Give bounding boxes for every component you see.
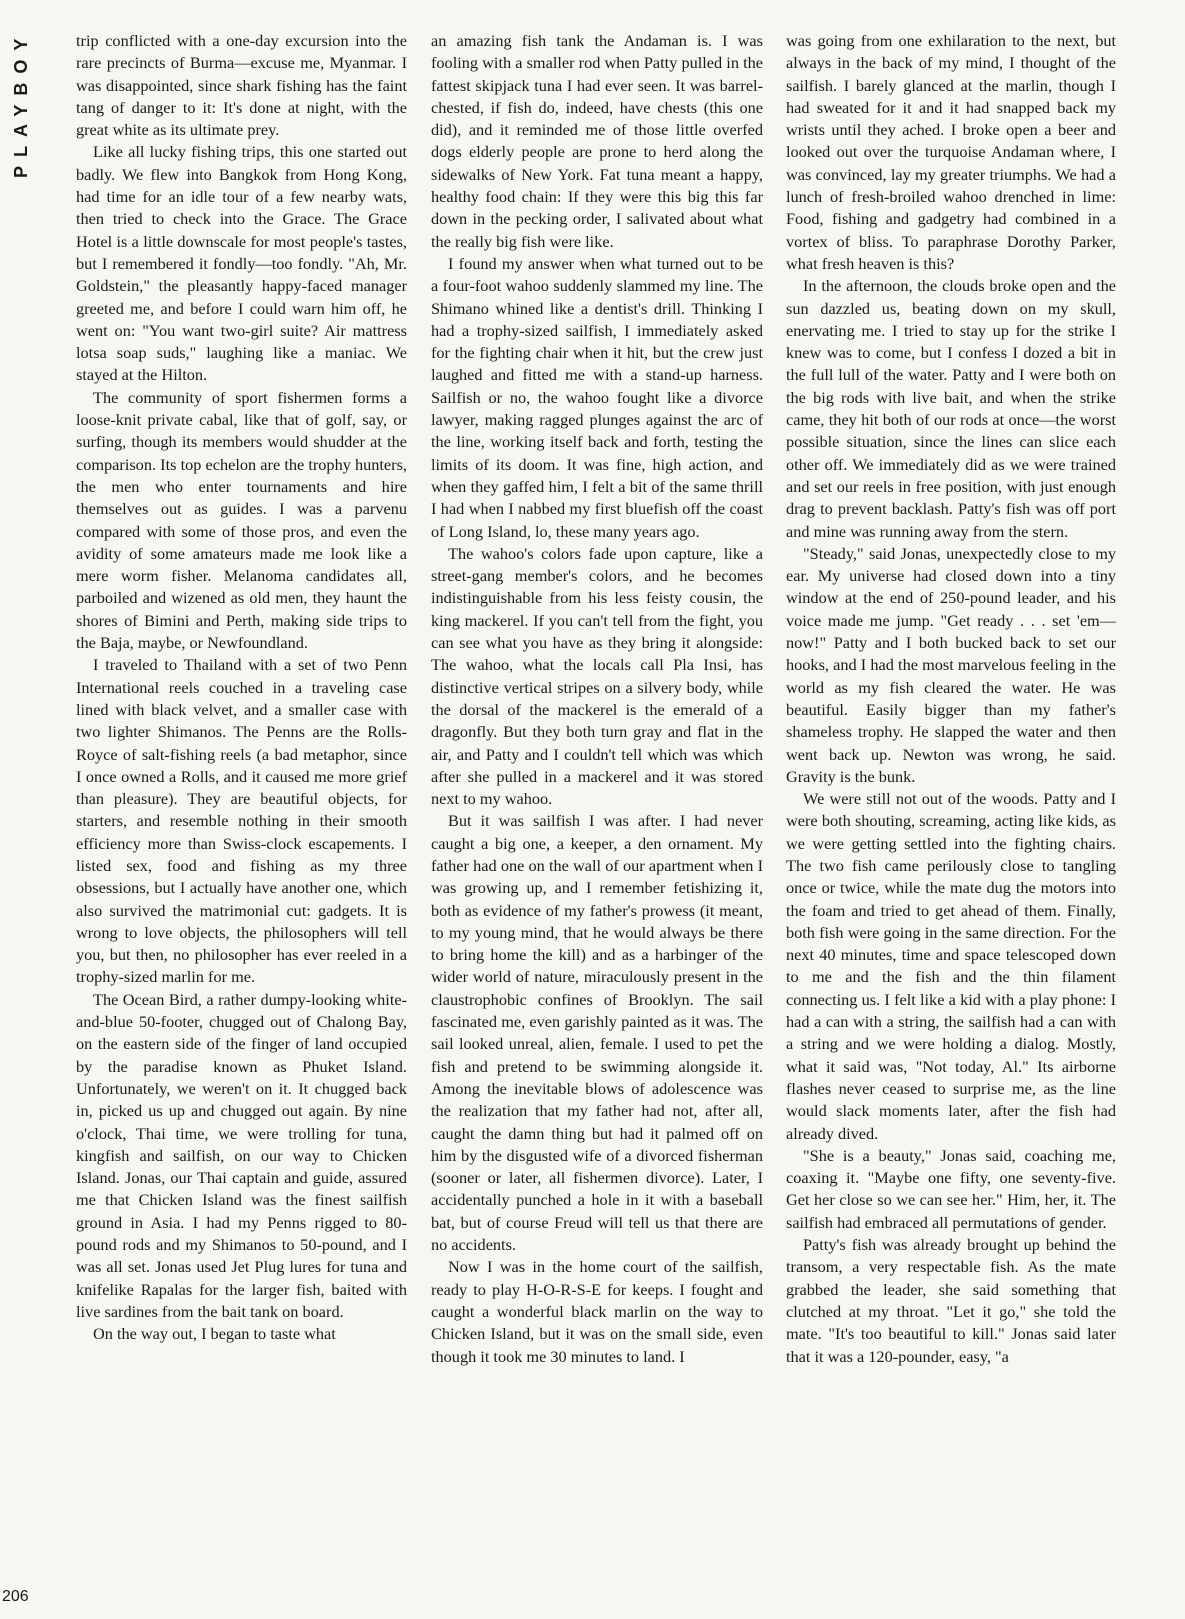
paragraph: I found my answer when what turned out to be a four-foot wahoo suddenly slammed my line. The Shimano whined like a dentist's drill. Thinking I had a trophy-sized sailfish, I immediately asked for the fighting chair when it hit, but the crew just laughed and fitted me with a stand-up harness. Sailfish or no, the wahoo fought like a divorce lawyer, making ragged plunges against the arc of the line, working itself back and forth, testing the limits of its doom. It was fine, high action, and when they gaffed him, I felt a bit of the same thrill I had when I nabbed my first bluefish off the coast of Long Island, lo, these many years ago. <box>431 253 763 541</box>
paragraph: But it was sailfish I was after. I had never caught a big one, a keeper, a den ornament. My father had one on the wall of our apartment when I was growing up, and I remember fetishizing it, both as evidence of my father's prowess (it meant, to my young mind, that he would always be there to bring home the kill) and as a harbinger of the wider world of nature, miraculously present in the claustrophobic confines of Brooklyn. The sail fascinated me, even garishly painted as it was. The sail looked unreal, alien, female. I used to pet the fish and pretend to be swimming alongside it. Among the inevitable blows of adolescence was the realization that my father had not, after all, caught the damn thing but had it palmed off on him by the disgusted wife of a divorced fisherman (sooner or later, all fishermen divorce). Later, I accidentally punched a hole in it with a baseball bat, but of course Freud will tell us that there are no accidents. <box>431 811 763 1255</box>
text-column-1 <box>76 30 407 1610</box>
paragraph: The Ocean Bird, a rather dumpy-looking white-and-blue 50-footer, chugged out of Chalong Bay, on the eastern side of the finger of land occupied by the paradise known as Phuket Island. Unfortunately, we weren't on it. It chugged back in, picked us up and chugged out again. By nine o'clock, Thai time, we were trolling for tuna, kingfish and sailfish, on our way to Chicken Island. Jonas, our Thai captain and guide, assured me that Chicken Island was the finest sailfish ground in Asia. I had my Penns rigged to 80-pound rods and my Shimanos to 50-pound, and I was all set. Jonas used Jet Plug lures for tuna and knifelike Rapalas for the larger fish, baited with live sardines from the bait tank on board. <box>76 989 407 1321</box>
magazine-masthead: PLAYBOY <box>11 30 31 179</box>
page-number: 206 <box>2 1588 29 1605</box>
paragraph: The community of sport fishermen forms a loose-knit private cabal, like that of golf, say, or surfing, though its members would shudder at the comparison. Its top echelon are the trophy hunters, the men who enter tournaments and hire themselves out as guides. I was a parvenu compared with some of those pros, and even the avidity of some amateurs made me look like a mere worm fisher. Melanoma candidates all, parboiled and wizened as old men, they haunt the shores of Bimini and Perth, making side trips to the Baja, maybe, or Newfoundland. <box>76 387 407 653</box>
paragraph: an amazing fish tank the Andaman is. I was fooling with a smaller rod when Patty pulled in the fattest skipjack tuna I had ever seen. It was barrel-chested, if fish do, indeed, have chests (this one did), and it reminded me of those little overfed dogs elderly people are prone to herd along the sidewalks of New York. Fat tuna meant a happy, healthy food chain: If they were this big this far down in the pecking order, I salivated about what the really big fish were like. <box>431 31 763 251</box>
paragraph: "Steady," said Jonas, unexpectedly close to my ear. My universe had closed down into a tiny window at the end of 250-pound leader, and his voice made me jump. "Get ready . . . set 'em—now!" Patty and I both bucked back to set our hooks, and I had the most marvelous feeling in the world as my fish cleared the water. He was beautiful. Easily bigger than my father's shameless trophy. He slapped the water and then went back up. Newton was wrong, he said. Gravity is the bunk. <box>786 543 1116 786</box>
paragraph: Like all lucky fishing trips, this one started out badly. We flew into Bangkok from Hong Kong, had time for an idle tour of a few nearby wats, then tried to check into the Grace. The Grace Hotel is a little downscale for most people's tastes, but I remembered it fondly—too fondly. "Ah, Mr. Goldstein," the pleasantly happy-faced manager greeted me, and before I could warn him off, he went on: "You want two-girl suite? Air mattress lotsa soap suds," laughing like a maniac. We stayed at the Hilton. <box>76 142 407 385</box>
paragraph: On the way out, I began to taste what <box>93 1324 336 1344</box>
paragraph: We were still not out of the woods. Patty and I were both shouting, screaming, acting like kids, as we were getting settled into the fighting chairs. The two fish came perilously close to tangling once or twice, while the mate dug the motors into the foam and tried to get ahead of them. Finally, both fish were going in the same direction. For the next 40 minutes, time and space telescoped down to me and the fish and the thin filament connecting us. I felt like a kid with a play phone: I had a can with a string, the sailfish had a can with a string and we were holding a dialog. Mostly, what it said was, "Not today, Al." Its airborne flashes never ceased to surprise me, as the line would slack moments later, after the fish had already dived. <box>786 789 1116 1143</box>
paragraph: The wahoo's colors fade upon capture, like a street-gang member's colors, and he becomes indistinguishable from his less feisty cousin, the king mackerel. If you can't tell from the fight, you can see what you have as they bring it alongside: The wahoo, what the locals call Pla Insi, has distinctive vertical stripes on a silvery body, while the dorsal of the mackerel is the emerald of a dragonfly. But they both turn gray and flat in the air, and Patty and I couldn't tell which was which after she pulled in a mackerel and it was stored next to my wahoo. <box>431 543 763 809</box>
paragraph: Patty's fish was already brought up behind the transom, a very respectable fish. As the mate grabbed the leader, she said something that clutched at my throat. "Let it go," she told the mate. "It's too beautiful to kill." Jonas said later that it was a 120-pounder, easy, "a <box>786 1235 1116 1366</box>
paragraph: trip conflicted with a one-day excursion into the rare precincts of Burma—excuse me, Myanmar. I was disappointed, since shark fishing has the faint tang of danger to it: It's done at night, with the great white as its ultimate prey. <box>76 31 407 140</box>
paragraph: Now I was in the home court of the sailfish, ready to play H-O-R-S-E for keeps. I fought and caught a wonderful black marlin on the way to Chicken Island, but it was on the small side, even though it took me 30 minutes to land. I <box>431 1257 763 1366</box>
text-column-3 <box>786 30 1116 1610</box>
paragraph: I traveled to Thailand with a set of two Penn International reels couched in a traveling case lined with black velvet, and a smaller case with two lighter Shimanos. The Penns are the Rolls-Royce of salt-fishing reels (a bad metaphor, since I once owned a Rolls, and it caused me more grief than pleasure). They are beautiful objects, for starters, and resemble nothing in their smooth efficiency more than Swiss-clock escapements. I listed sex, food and fishing as my three obsessions, but I actually have another one, which also survived the matrimonial cut: gadgets. It is wrong to love objects, the philosophers will tell you, but then, no philosopher has ever reeled in a trophy-sized marlin for me. <box>76 655 407 987</box>
paragraph: In the afternoon, the clouds broke open and the sun dazzled us, beating down on my skull, enervating me. I tried to stay up for the strike I knew was to come, but I confess I dozed a bit in the full lull of the water. Patty and I were both on the big rods with live bait, and when the strike came, they hit both of our rods at once—the worst possible situation, since the lines can slice each other off. We immediately did as we were trained and set our reels in free position, with just enough drag to prevent backlash. Patty's fish was off port and mine was running away from the stern. <box>786 276 1116 541</box>
paragraph: "She is a beauty," Jonas said, coaching me, coaxing it. "Maybe one fifty, one seventy-five. Get her close so we can see her." Him, her, it. The sailfish had embraced all permutations of gender. <box>786 1145 1116 1232</box>
text-column-2 <box>431 30 763 1610</box>
paragraph: was going from one exhilaration to the next, but always in the back of my mind, I thought of the sailfish. I barely glanced at the marlin, though I had sweated for it and it had snapped back my wrists until they ached. I broke open a beer and looked out over the turquoise Andaman where, I was convinced, lay my greater triumphs. We had a lunch of fresh-broiled wahoo drenched in lime: Food, fishing and gadgetry had combined in a vortex of bliss. To paraphrase Dorothy Parker, what fresh heaven is this? <box>786 31 1116 273</box>
